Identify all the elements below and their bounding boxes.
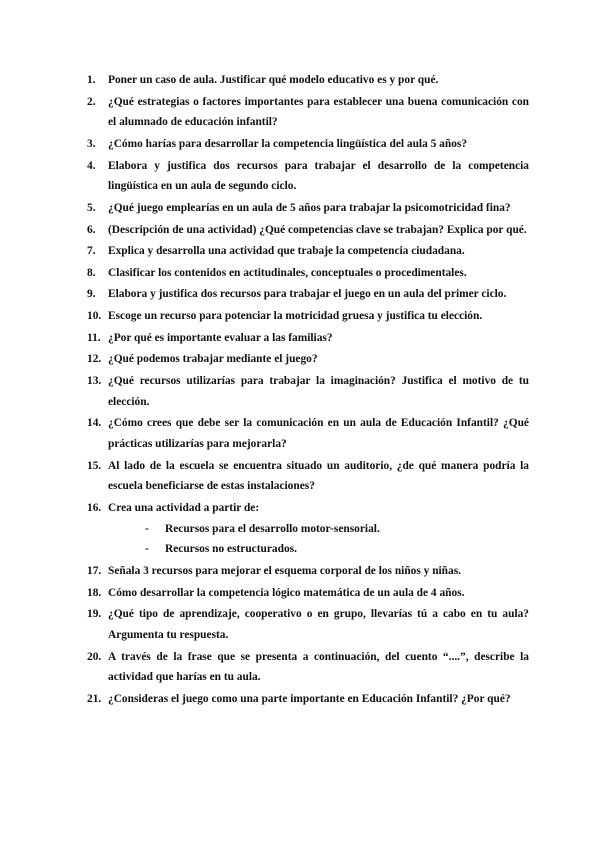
question-number: 10. xyxy=(87,309,102,322)
question-text: Clasificar los contenidos en actitudinales, conceptuales o procedimentales. xyxy=(108,266,467,279)
question-text: Elabora y justifica dos recursos para trabajar el juego en un aula del primer ciclo. xyxy=(108,288,507,301)
question-number: 18. xyxy=(87,586,102,599)
question-text: Explica y desarrolla una actividad que trabaje la competencia ciudadana. xyxy=(108,245,465,258)
question-text: Crea una actividad a partir de: xyxy=(108,501,260,514)
question-item xyxy=(87,306,529,327)
question-text: ¿Cómo crees que debe ser la comunicación en un aula de Educación Infantil? ¿Qué prácticas utilizarías para mejorarla? xyxy=(108,417,529,450)
question-item xyxy=(87,134,529,155)
question-item xyxy=(87,70,529,91)
question-text: ¿Consideras el juego como una parte importante en Educación Infantil? ¿Por qué? xyxy=(108,693,511,706)
question-number: 7. xyxy=(87,245,96,258)
sub-item-text: Recursos para el desarrollo motor-sensorial. xyxy=(165,522,380,535)
question-text: ¿Qué podemos trabajar mediante el juego? xyxy=(108,353,318,366)
question-text: Señala 3 recursos para mejorar el esquema corporal de los niños y niñas. xyxy=(108,565,461,578)
question-number: 20. xyxy=(87,650,102,663)
question-number: 4. xyxy=(87,159,96,172)
sub-item xyxy=(145,539,529,560)
question-item xyxy=(87,647,529,689)
question-item xyxy=(87,689,529,710)
question-text: ¿Por qué es importante evaluar a las familias? xyxy=(108,331,333,344)
question-item xyxy=(87,241,529,262)
question-list xyxy=(87,70,529,710)
dash-marker: - xyxy=(145,522,149,535)
sub-list xyxy=(108,519,529,561)
question-number: 15. xyxy=(87,459,102,472)
question-item xyxy=(87,456,529,498)
question-item xyxy=(87,604,529,646)
question-number: 5. xyxy=(87,201,96,214)
question-item xyxy=(87,92,529,134)
question-text: Escoge un recurso para potenciar la motricidad gruesa y justifica tu elección. xyxy=(108,309,483,322)
question-number: 9. xyxy=(87,288,96,301)
question-item xyxy=(87,156,529,198)
question-item xyxy=(87,371,529,413)
question-item xyxy=(87,220,529,241)
sub-item xyxy=(145,519,529,540)
question-text: (Descripción de una actividad) ¿Qué competencias clave se trabajan? Explica por qué. xyxy=(108,223,527,236)
question-text: ¿Qué estrategias o factores importantes para establecer una buena comunicación con el alumnado de educación infantil? xyxy=(108,95,529,129)
question-number: 2. xyxy=(87,95,96,108)
question-item xyxy=(87,263,529,284)
question-number: 12. xyxy=(87,353,102,366)
dash-marker: - xyxy=(145,543,149,556)
question-text: ¿Qué juego emplearías en un aula de 5 años para trabajar la psicomotricidad fina? xyxy=(108,201,511,214)
question-number: 19. xyxy=(87,608,102,621)
question-text: Al lado de la escuela se encuentra situado un auditorio, ¿de qué manera podría la escuela beneficiarse de estas instalaciones? xyxy=(108,459,529,493)
question-item xyxy=(87,583,529,604)
question-text: Elabora y justifica dos recursos para trabajar el desarrollo de la competencia lingüística en un aula de segundo ciclo. xyxy=(108,159,529,193)
question-text: Cómo desarrollar la competencia lógico matemática de un aula de 4 años. xyxy=(108,586,465,599)
question-number: 16. xyxy=(87,501,102,514)
question-number: 13. xyxy=(87,374,102,387)
question-text: A través de la frase que se presenta a continuación, del cuento “....”, describe la actividad que harías en tu aula. xyxy=(108,650,529,684)
question-number: 21. xyxy=(87,693,102,706)
question-number: 1. xyxy=(87,74,96,86)
question-number: 8. xyxy=(87,266,96,279)
question-text: ¿Qué recursos utilizarías para trabajar la imaginación? Justifica el motivo de tu elección. xyxy=(108,374,529,408)
question-text: Poner un caso de aula. Justificar qué modelo educativo es y por qué. xyxy=(108,74,439,86)
question-item xyxy=(87,349,529,370)
question-item xyxy=(87,328,529,349)
question-item xyxy=(87,413,529,455)
question-text: ¿Qué tipo de aprendizaje, cooperativo o en grupo, llevarías tú a cabo en tu aula? Argumenta tu respuesta. xyxy=(108,608,529,642)
question-number: 11. xyxy=(87,331,101,344)
question-number: 17. xyxy=(87,565,102,578)
question-number: 3. xyxy=(87,137,96,150)
question-item xyxy=(87,498,529,560)
question-item xyxy=(87,284,529,305)
question-number: 14. xyxy=(87,417,102,430)
question-item xyxy=(87,198,529,219)
question-text: ¿Cómo harías para desarrollar la competencia lingüística del aula 5 años? xyxy=(108,137,468,150)
question-number: 6. xyxy=(87,223,96,236)
question-item xyxy=(87,561,529,582)
sub-item-text: Recursos no estructurados. xyxy=(165,543,297,556)
